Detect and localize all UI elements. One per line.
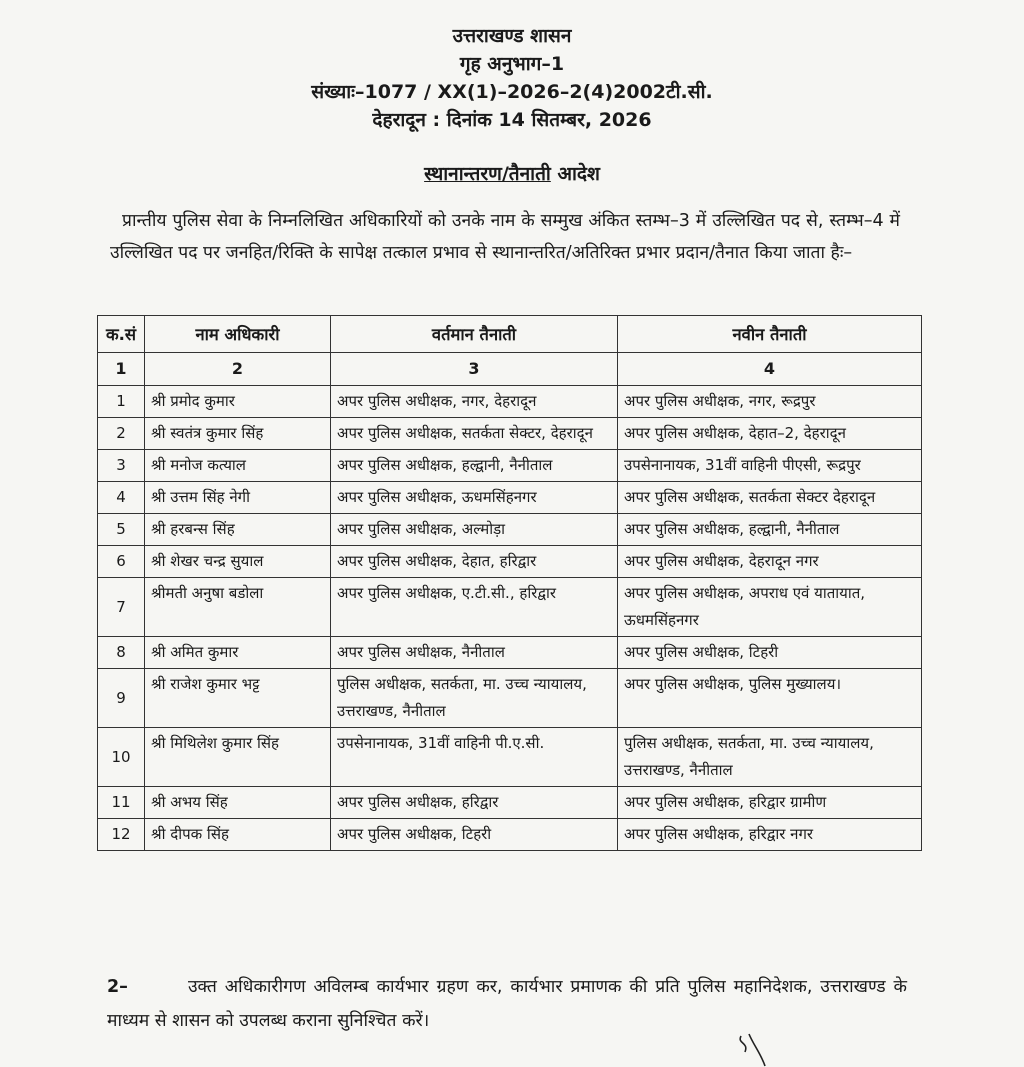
officer-name: श्री दीपक सिंह [145,819,331,851]
current-posting: पुलिस अधीक्षक, सतर्कता, मा. उच्च न्यायालय, उत्तराखण्ड, नैनीताल [331,669,618,728]
officer-name: श्री प्रमोद कुमार [145,386,331,418]
col-number: 4 [618,353,922,386]
officer-name: श्री मिथिलेश कुमार सिंह [145,728,331,787]
table-row [98,578,922,637]
serial-number: 7 [98,578,145,637]
table-row [98,482,922,514]
serial-number: 4 [98,482,145,514]
current-posting: उपसेनानायक, 31वीं वाहिनी पी.ए.सी. [331,728,618,787]
department-name: गृह अनुभाग–1 [459,53,565,75]
signature-mark [735,1030,775,1067]
header-serial: क.सं [98,316,145,353]
paragraph-number: 2– [107,977,128,997]
new-posting: अपर पुलिस अधीक्षक, हरिद्वार नगर [618,819,922,851]
serial-number: 10 [98,728,145,787]
table-header-row [98,316,922,353]
order-title-rest: आदेश [550,163,600,185]
intro-paragraph: प्रान्तीय पुलिस सेवा के निम्नलिखित अधिकारियों को उनके नाम के सम्मुख अंकित स्तम्भ–3 में उल्लिखित पद से, स्तम्भ–4 में उल्लिखित पद पर जनहित/रिक्ति के सापेक्ष तत्काल प्रभाव से स्थानान्तरित/अतिरिक्त प्रभार प्रदान/तैनात किया जाता हैः– [110,211,900,263]
new-posting: अपर पुलिस अधीक्षक, हरिद्वार ग्रामीण [618,787,922,819]
officer-name: श्री उत्तम सिंह नेगी [145,482,331,514]
header-officer-name: नाम अधिकारी [145,316,331,353]
new-posting: अपर पुलिस अधीक्षक, नगर, रूद्रपुर [618,386,922,418]
serial-number: 5 [98,514,145,546]
officer-name: श्री स्वतंत्र कुमार सिंह [145,418,331,450]
current-posting: अपर पुलिस अधीक्षक, नगर, देहरादून [331,386,618,418]
current-posting: अपर पुलिस अधीक्षक, हल्द्वानी, नैनीताल [331,450,618,482]
serial-number: 3 [98,450,145,482]
new-posting: पुलिस अधीक्षक, सतर्कता, मा. उच्च न्यायालय, उत्तराखण्ड, नैनीताल [618,728,922,787]
serial-number: 12 [98,819,145,851]
paragraph-2-text: उक्त अधिकारीगण अविलम्ब कार्यभार ग्रहण कर, कार्यभार प्रमाणक की प्रति पुलिस महानिदेशक, उत्तराखण्ड के माध्यम से शासन को उपलब्ध कराना सुनिश्चित करें। [107,977,907,1031]
table-row [98,787,922,819]
new-posting: अपर पुलिस अधीक्षक, हल्द्वानी, नैनीताल [618,514,922,546]
order-title-underlined: स्थानान्तरण/तैनाती [424,163,551,185]
govt-name: उत्तराखण्ड शासन [452,25,572,47]
new-posting: अपर पुलिस अधीक्षक, टिहरी [618,637,922,669]
current-posting: अपर पुलिस अधीक्षक, देहात, हरिद्वार [331,546,618,578]
new-posting: अपर पुलिस अधीक्षक, देहरादून नगर [618,546,922,578]
serial-number: 9 [98,669,145,728]
officer-name: श्री अभय सिंह [145,787,331,819]
current-posting: अपर पुलिस अधीक्षक, सतर्कता सेक्टर, देहरादून [331,418,618,450]
officer-name: श्रीमती अनुषा बडोला [145,578,331,637]
new-posting: अपर पुलिस अधीक्षक, सतर्कता सेक्टर देहरादून [618,482,922,514]
table-row [98,819,922,851]
new-posting: अपर पुलिस अधीक्षक, देहात–2, देहरादून [618,418,922,450]
current-posting: अपर पुलिस अधीक्षक, अल्मोड़ा [331,514,618,546]
serial-number: 1 [98,386,145,418]
col-number: 1 [98,353,145,386]
officer-name: श्री शेखर चन्द्र सुयाल [145,546,331,578]
paragraph-2 [107,970,907,1038]
new-posting: अपर पुलिस अधीक्षक, पुलिस मुख्यालय। [618,669,922,728]
table-row [98,546,922,578]
serial-number: 11 [98,787,145,819]
current-posting: अपर पुलिस अधीक्षक, हरिद्वार [331,787,618,819]
table-row [98,418,922,450]
current-posting: अपर पुलिस अधीक्षक, ऊधमसिंहनगर [331,482,618,514]
officer-name: श्री राजेश कुमार भट्ट [145,669,331,728]
table-row [98,637,922,669]
officer-name: श्री हरबन्स सिंह [145,514,331,546]
table-row [98,728,922,787]
serial-number: 8 [98,637,145,669]
serial-number: 6 [98,546,145,578]
table-row [98,450,922,482]
date-line: देहरादून : दिनांक 14 सितम्बर, 2026 [372,109,652,131]
column-number-row [98,353,922,386]
order-title [0,160,1024,186]
officer-name: श्री मनोज कत्याल [145,450,331,482]
new-posting: उपसेनानायक, 31वीं वाहिनी पीएसी, रूद्रपुर [618,450,922,482]
col-number: 3 [331,353,618,386]
new-posting: अपर पुलिस अधीक्षक, अपराध एवं यातायात, ऊधमसिंहनगर [618,578,922,637]
officer-name: श्री अमित कुमार [145,637,331,669]
document-header [0,22,1024,134]
header-new-posting: नवीन तैनाती [618,316,922,353]
table-row [98,669,922,728]
table-row [98,514,922,546]
transfer-table [97,315,922,851]
current-posting: अपर पुलिस अधीक्षक, टिहरी [331,819,618,851]
current-posting: अपर पुलिस अधीक्षक, नैनीताल [331,637,618,669]
table-row [98,386,922,418]
header-current-posting: वर्तमान तैनाती [331,316,618,353]
serial-number: 2 [98,418,145,450]
current-posting: अपर पुलिस अधीक्षक, ए.टी.सी., हरिद्वार [331,578,618,637]
col-number: 2 [145,353,331,386]
reference-number: संख्याः–1077 / XX(1)–2026–2(4)2002टी.सी. [311,81,713,103]
